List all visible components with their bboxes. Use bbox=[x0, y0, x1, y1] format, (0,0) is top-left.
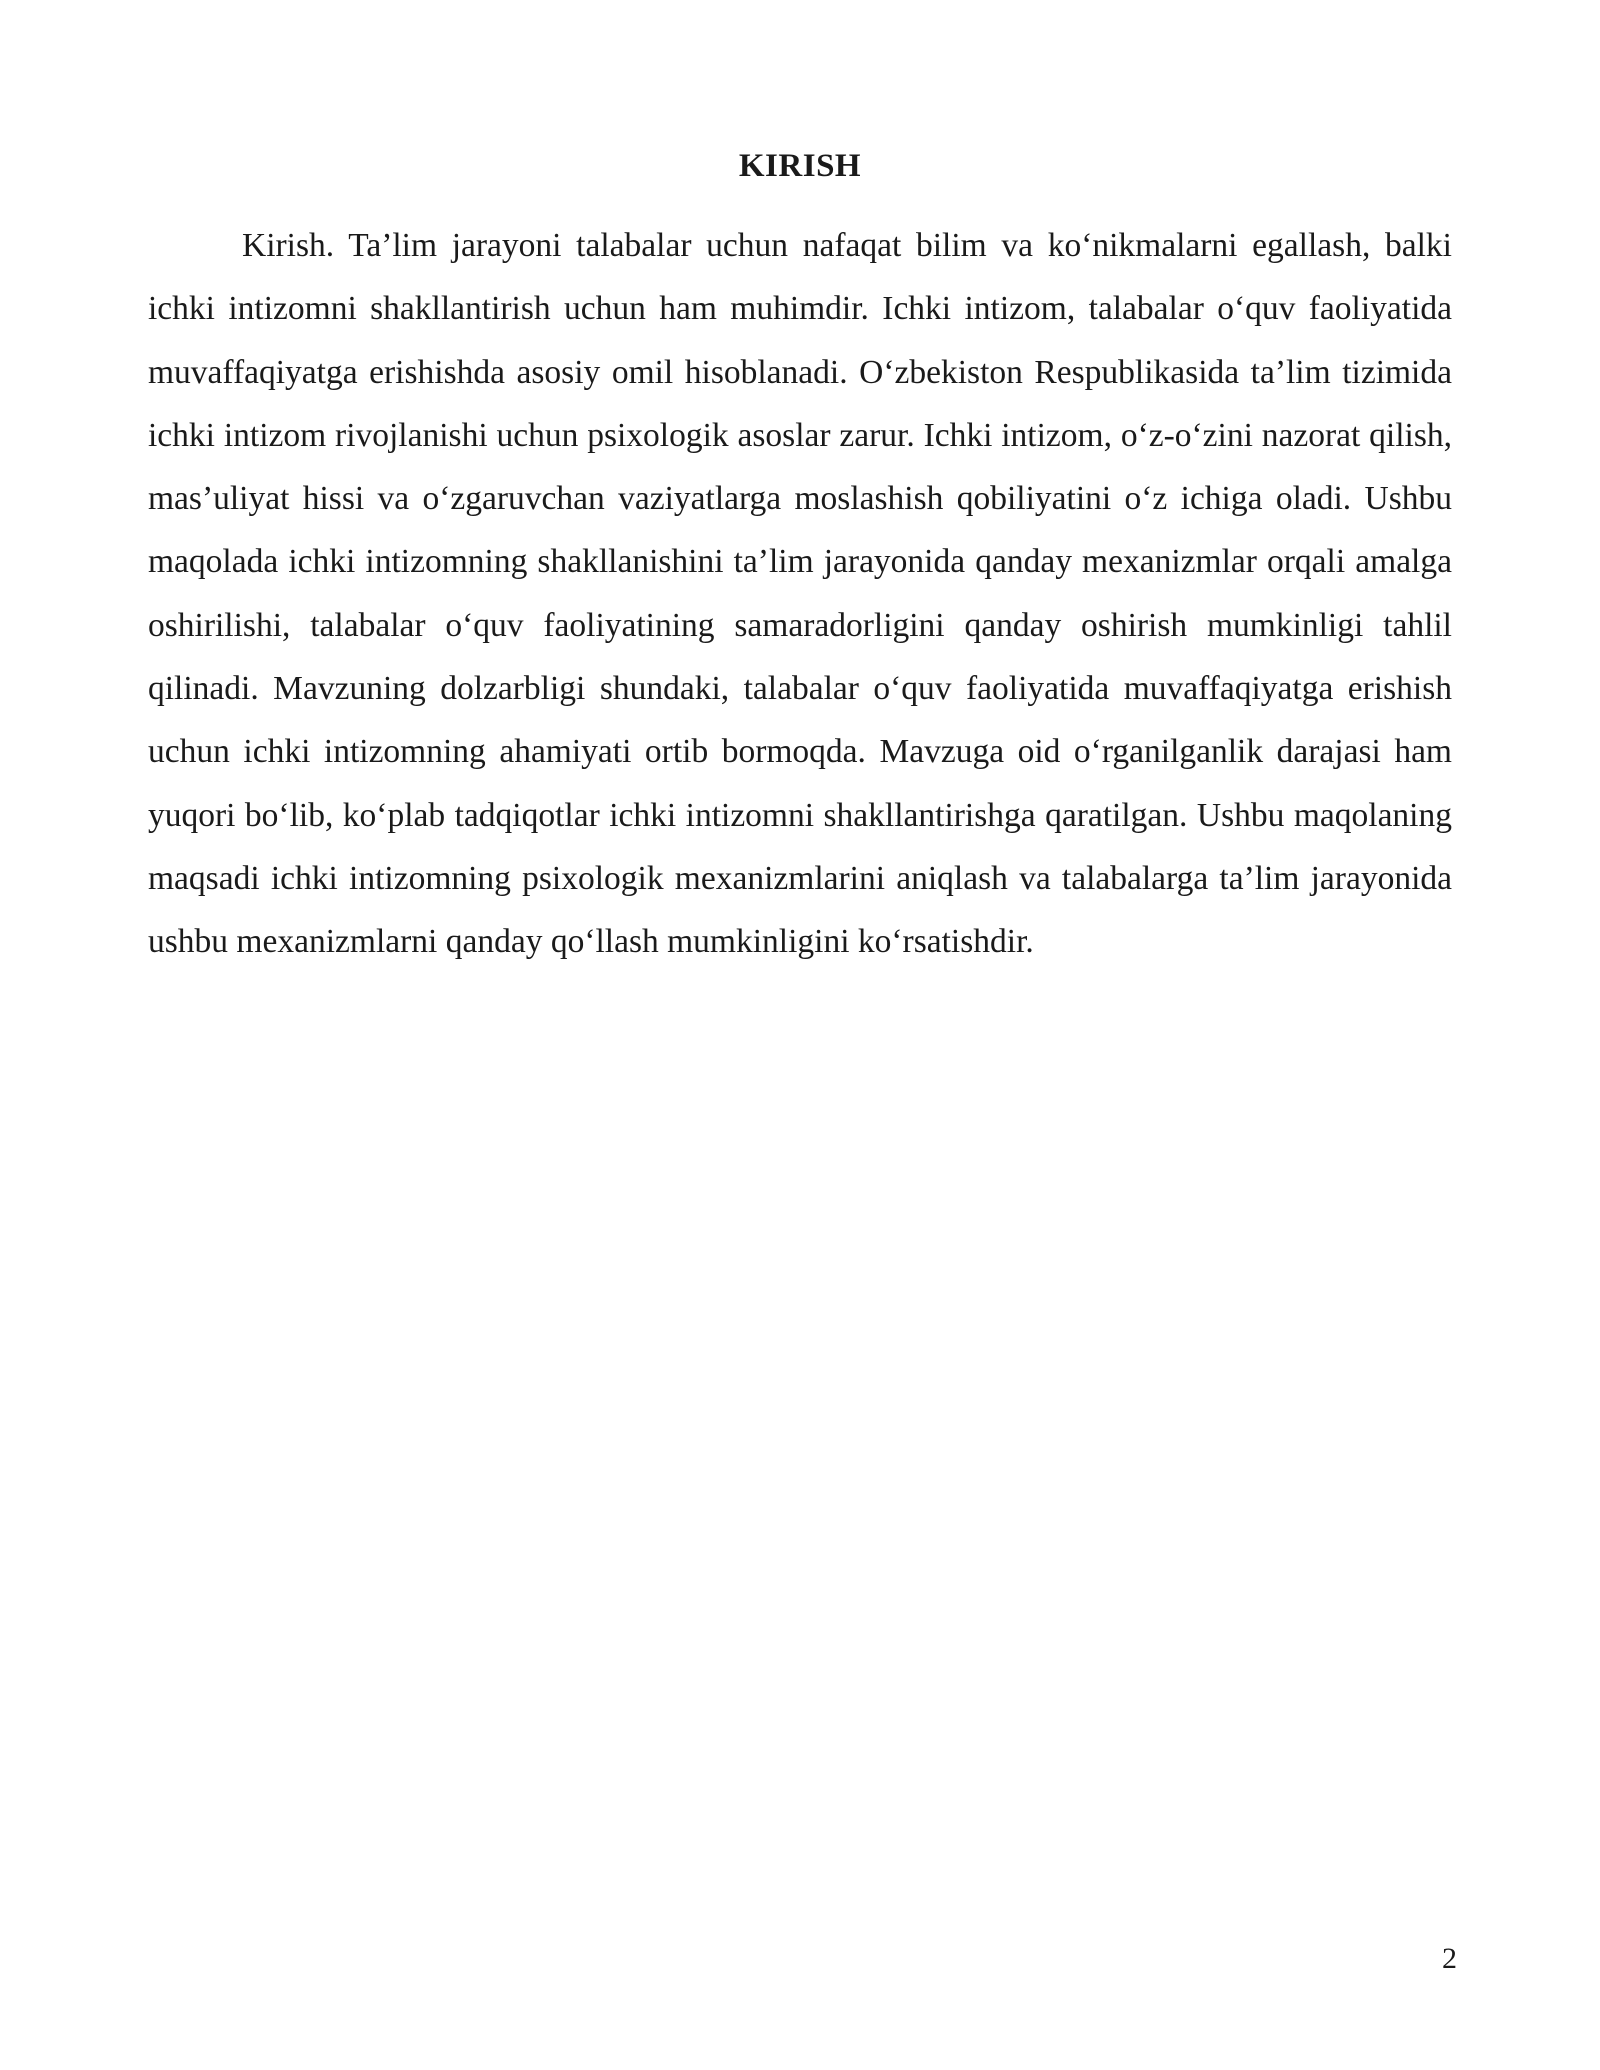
page-number: 2 bbox=[1442, 1942, 1457, 1975]
section-heading: KIRISH bbox=[738, 148, 862, 184]
intro-paragraph: Kirish. Ta’lim jarayoni talabalar uchun nafaqat bilim va ko‘nikmalarni egallash, balki ichki intizomni shakllantirish uchun ham muhimdir. Ichki intizom, talabalar o‘quv faoliyatida muvaffaqiyatga erishishda asosiy omil hisoblanadi. O‘zbekiston Respublikasida ta’lim tizimida ichki intizom rivojlanishi uchun psixologik asoslar zarur. Ichki intizom, o‘z-o‘zini nazorat qilish, mas’uliyat hissi va o‘zgaruvchan vaziyatlarga moslashish qobiliyatini o‘z ichiga oladi. Ushbu maqolada ichki intizomning shakllanishini ta’lim jarayonida qanday mexanizmlar orqali amalga oshirilishi, talabalar o‘quv faoliyatining samaradorligini qanday oshirish mumkinligi tahlil qilinadi. Mavzuning dolzarbligi shundaki, talabalar o‘quv faoliyatida muvaffaqiyatga erishish uchun ichki intizomning ahamiyati ortib bormoqda. Mavzuga oid o‘rganilganlik darajasi ham yuqori bo‘lib, ko‘plab tadqiqotlar ichki intizomni shakllantirishga qaratilgan. Ushbu maqolaning maqsadi ichki intizomning psixologik mexanizmlarini aniqlash va talabalarga ta’lim jarayonida ushbu mexanizmlarni qanday qo‘llash mumkinligini ko‘rsatishdir. bbox=[148, 227, 1452, 961]
